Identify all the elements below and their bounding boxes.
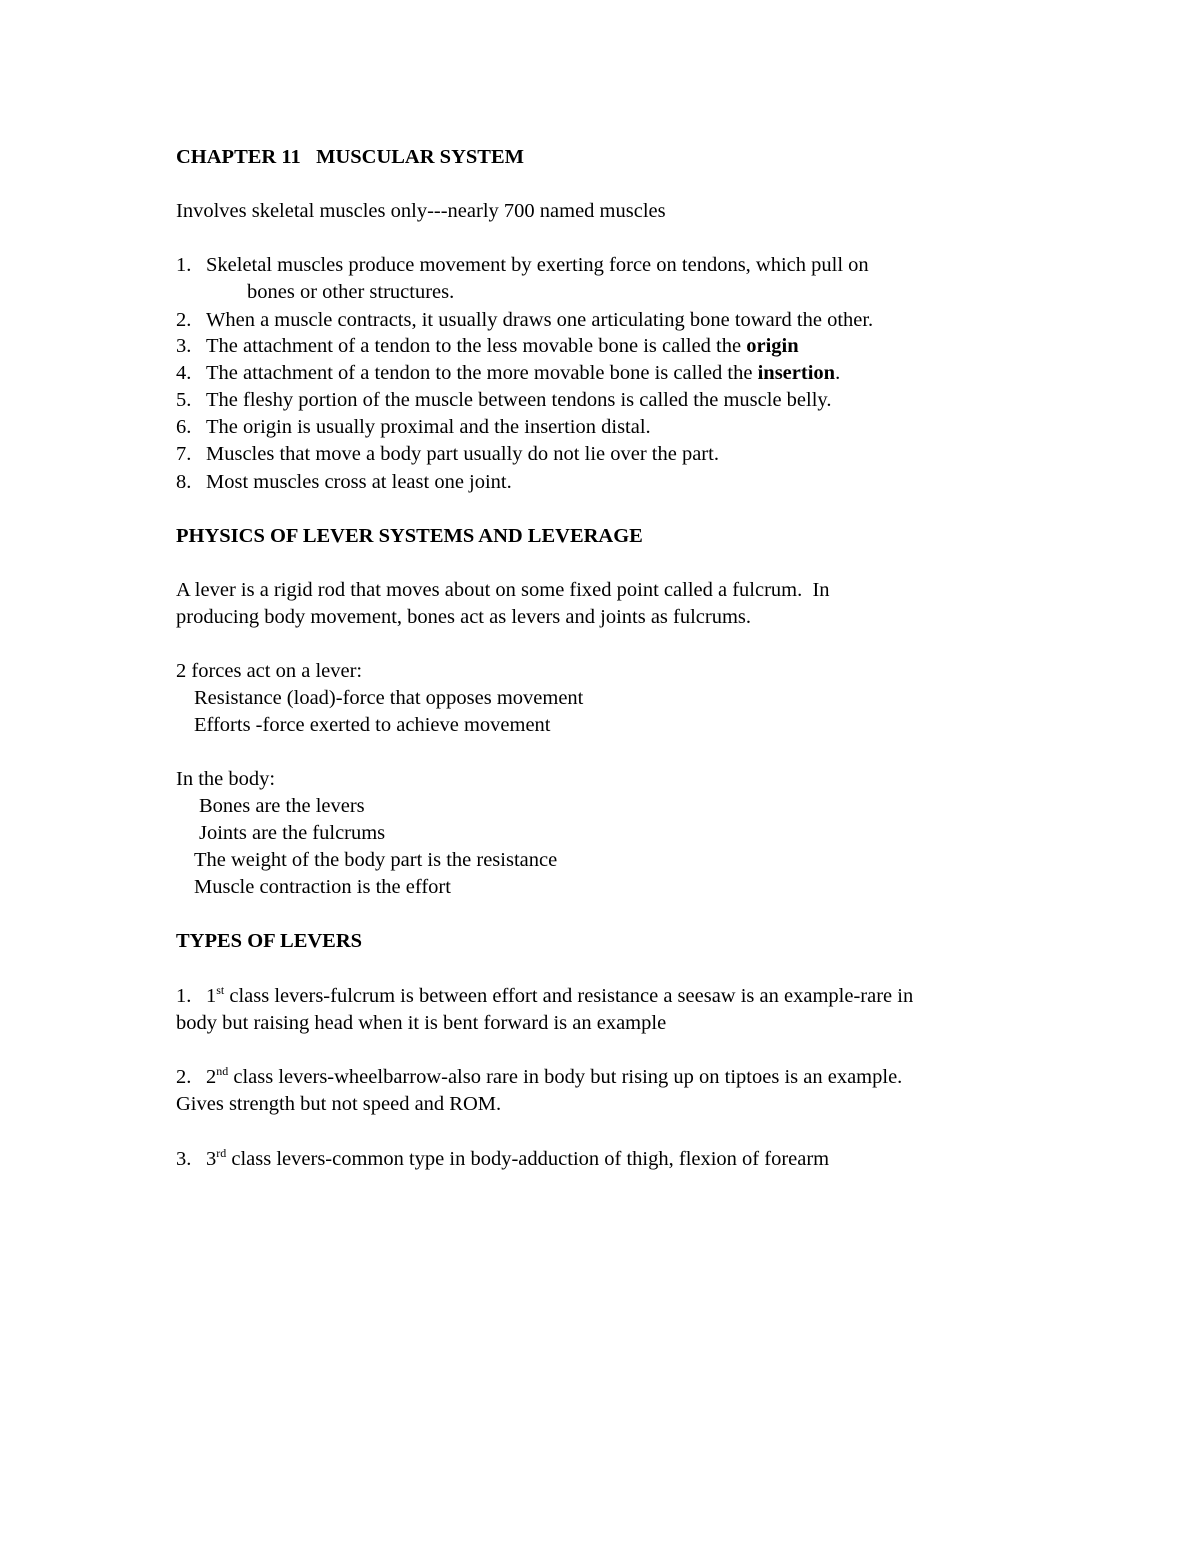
list-number: 5. <box>176 389 192 411</box>
list-number: 3. <box>176 335 192 357</box>
lever-text: class levers-common type in body-adduction of thigh, flexion of forearm <box>226 1148 830 1170</box>
list-item <box>176 417 651 438</box>
list-item <box>176 255 869 276</box>
forces-intro: 2 forces act on a lever: <box>176 660 363 682</box>
list-number: 3. <box>176 1148 192 1170</box>
list-text-end: . <box>835 362 841 384</box>
list-text: Skeletal muscles produce movement by exerting force on tendons, which pull on <box>206 254 869 276</box>
list-item <box>176 472 512 493</box>
list-number: 1. <box>176 985 192 1007</box>
lever-definition-line: producing body movement, bones act as levers and joints as fulcrums. <box>176 606 752 628</box>
lever-ordinal: 2 <box>206 1066 217 1088</box>
list-text: When a muscle contracts, it usually draws one articulating bone toward the other. <box>206 309 874 331</box>
lever-type-continuation: Gives strength but not speed and ROM. <box>176 1093 502 1115</box>
lever-ordinal: 1 <box>206 985 217 1007</box>
list-text: Muscles that move a body part usually do not lie over the part. <box>206 443 719 465</box>
list-item-continuation: bones or other structures. <box>247 281 455 303</box>
lever-text: class levers-fulcrum is between effort and resistance a seesaw is an example-rare in <box>224 985 914 1007</box>
list-item <box>176 390 831 411</box>
lever-type-item <box>176 1146 830 1170</box>
term-insertion: insertion <box>757 362 836 384</box>
list-number: 7. <box>176 443 192 465</box>
list-number: 2. <box>176 1066 192 1088</box>
force-item: Resistance (load)-force that opposes movement <box>194 687 584 709</box>
list-item <box>176 336 799 357</box>
lever-type-continuation: body but raising head when it is bent forward is an example <box>176 1012 667 1034</box>
body-item: Muscle contraction is the effort <box>194 876 451 898</box>
intro-text: Involves skeletal muscles only---nearly 700 named muscles <box>176 200 666 222</box>
list-item <box>176 310 873 331</box>
lever-ordinal: 3 <box>206 1148 217 1170</box>
body-item: Bones are the levers <box>199 795 365 817</box>
ordinal-suffix: rd <box>216 1146 227 1160</box>
list-number: 1. <box>176 254 192 276</box>
lever-type-item <box>176 983 914 1007</box>
body-item: The weight of the body part is the resistance <box>194 849 558 871</box>
ordinal-suffix: nd <box>216 1064 229 1078</box>
lever-text: class levers-wheelbarrow-also rare in body but rising up on tiptoes is an example. <box>228 1066 903 1088</box>
lever-definition-line: A lever is a rigid rod that moves about on some fixed point called a fulcrum. In <box>176 579 830 601</box>
term-origin: origin <box>746 335 799 357</box>
force-item: Efforts -force exerted to achieve movement <box>194 714 551 736</box>
list-item <box>176 444 719 465</box>
list-item <box>176 363 840 384</box>
body-intro: In the body: <box>176 768 276 790</box>
list-text: The attachment of a tendon to the less movable bone is called the <box>206 335 747 357</box>
list-number: 2. <box>176 309 192 331</box>
physics-heading: PHYSICS OF LEVER SYSTEMS AND LEVERAGE <box>176 525 643 547</box>
types-heading: TYPES OF LEVERS <box>176 930 363 952</box>
body-item: Joints are the fulcrums <box>199 822 386 844</box>
chapter-heading: CHAPTER 11 MUSCULAR SYSTEM <box>176 146 524 168</box>
list-number: 6. <box>176 416 192 438</box>
list-text: The attachment of a tendon to the more movable bone is called the <box>206 362 758 384</box>
list-number: 4. <box>176 362 192 384</box>
list-text: The fleshy portion of the muscle between tendons is called the muscle belly. <box>206 389 832 411</box>
list-number: 8. <box>176 471 192 493</box>
list-text: The origin is usually proximal and the insertion distal. <box>206 416 651 438</box>
ordinal-suffix: st <box>216 983 225 997</box>
list-text: Most muscles cross at least one joint. <box>206 471 512 493</box>
lever-type-item <box>176 1064 903 1088</box>
